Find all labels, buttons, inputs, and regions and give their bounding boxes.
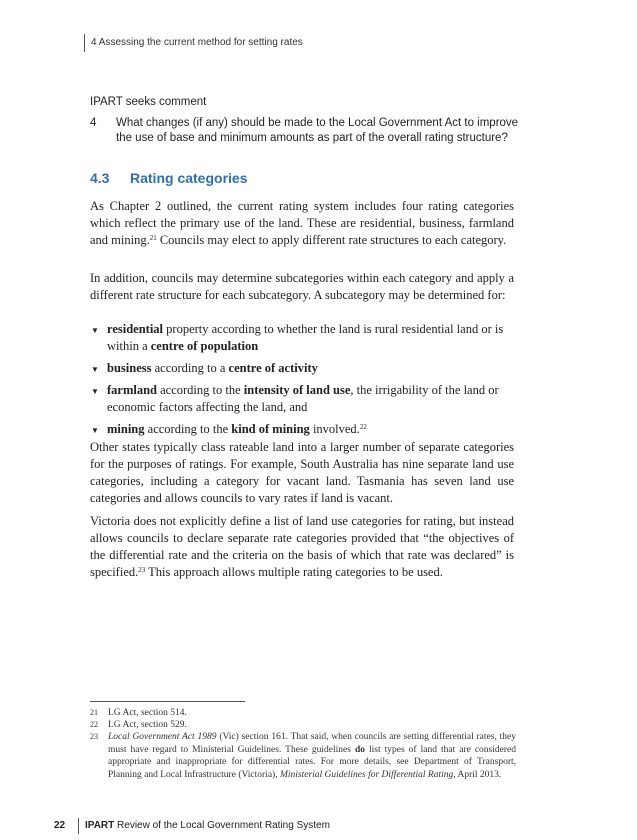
bullet-term: mining — [107, 422, 145, 436]
bullet-key: intensity of land use — [243, 383, 351, 397]
comment-question-text: What changes (if any) should be made to the Local Government Act to improve the use of base and minimum amounts as part of the overall rating structure? — [116, 117, 519, 144]
paragraph-1-text-b: Councils may elect to apply different rate structures to each category. — [156, 233, 507, 247]
footnote-text: LG Act, section 529. — [108, 720, 187, 730]
paragraph-2: In addition, councils may determine subcategories within each category and apply a different rate structure for each subcategory. A subcategory may be determined for: — [90, 271, 514, 302]
comment-heading: IPART seeks comment — [90, 96, 207, 108]
running-header: 4 Assessing the current method for setting rates — [84, 34, 303, 52]
footnote-ref-22[interactable]: 22 — [359, 423, 367, 431]
footnote-text-part: list types of land that are considered appropriate and inappropriate for differential rates. For more details, see Department of Transport, Planning and Local Infrastructure (Victoria), — [108, 744, 516, 780]
footnote-ref-21[interactable]: 21 — [149, 234, 157, 242]
section-heading — [90, 170, 247, 186]
paragraph-1-text-a: As Chapter 2 outlined, the current rating system includes four rating categories which reflect the primary use of the land. These are residential, business, farmland and mining. — [90, 199, 514, 247]
bullet-icon: ▼ — [91, 426, 99, 435]
bullet-icon: ▼ — [91, 387, 99, 396]
bullet-text: according to the — [144, 422, 232, 436]
footnote-text-part: (Vic) section 161. That said, when councils are setting differential rates, they must have regard to Ministerial Guidelines. These guidelines — [108, 732, 516, 755]
act-title: Local Government Act 1989 — [108, 732, 217, 742]
bullet-term: farmland — [107, 383, 157, 397]
footnote-text — [108, 731, 516, 781]
paragraph-4-text-b: This approach allows multiple rating categories to be used. — [145, 565, 443, 579]
page-footer — [54, 818, 330, 834]
footer-divider — [78, 818, 79, 834]
bullet-icon: ▼ — [91, 326, 99, 335]
section-number: 4.3 — [90, 170, 110, 186]
paragraph-3: Other states typically class rateable land into a larger number of separate categories for the purposes of ratings. For example, South Australia has nine separate land use categories, including a category for vacant land. Tasmania has seven land use categories and allows councils to vary rates if land is vacant. — [90, 440, 514, 505]
list-item — [90, 421, 518, 438]
footnote-number: 23 — [90, 732, 98, 741]
footnote-divider — [90, 701, 245, 702]
bullet-text: involved. — [309, 422, 360, 436]
bullet-text: , the irrigability of the land or economic factors affecting the land, and — [107, 383, 499, 414]
paragraph-4 — [90, 513, 514, 581]
list-item — [90, 360, 518, 377]
bullet-text: according to the — [157, 383, 244, 397]
bullet-key: centre of activity — [228, 361, 318, 375]
footnote-emphasis: do — [354, 744, 365, 755]
footnote-text: LG Act, section 514. — [108, 708, 187, 718]
list-item — [90, 321, 518, 355]
footer-org: IPART — [85, 820, 115, 831]
bullet-icon: ▼ — [91, 365, 99, 374]
bullet-key: centre of population — [150, 339, 259, 353]
footnote-ref-23[interactable]: 23 — [138, 566, 146, 574]
footnote-number: 22 — [90, 720, 98, 729]
paragraph-4-text-a: Victoria does not explicitly define a list of land use categories for rating, but instead allows councils to declare separate rate categories provided that “the objectives of the differential rate and the criteria on the basis of which that rate was declared” is specified. — [90, 514, 514, 579]
bullet-key: kind of mining — [231, 422, 310, 436]
footnote-23 — [90, 731, 516, 781]
bullet-text: property according to whether the land is rural residential land or is within a — [107, 322, 504, 353]
bullet-term: residential — [107, 322, 164, 336]
footnote-number: 21 — [90, 708, 98, 717]
footnote-21 — [90, 707, 516, 720]
guideline-title: Ministerial Guidelines for Differential Rating — [279, 769, 454, 780]
footnote-text-part: , April 2013. — [453, 769, 502, 780]
comment-number: 4 — [90, 117, 97, 129]
subcategory-list — [90, 321, 518, 438]
footnote-22 — [90, 719, 516, 732]
section-title: Rating categories — [130, 170, 248, 186]
paragraph-1 — [90, 198, 514, 249]
footer-title: Review of the Local Government Rating System — [114, 820, 330, 831]
page-number: 22 — [54, 820, 66, 831]
bullet-text: according to a — [151, 361, 229, 375]
list-item — [90, 382, 518, 416]
comment-question — [90, 116, 530, 146]
bullet-term: business — [107, 361, 152, 375]
